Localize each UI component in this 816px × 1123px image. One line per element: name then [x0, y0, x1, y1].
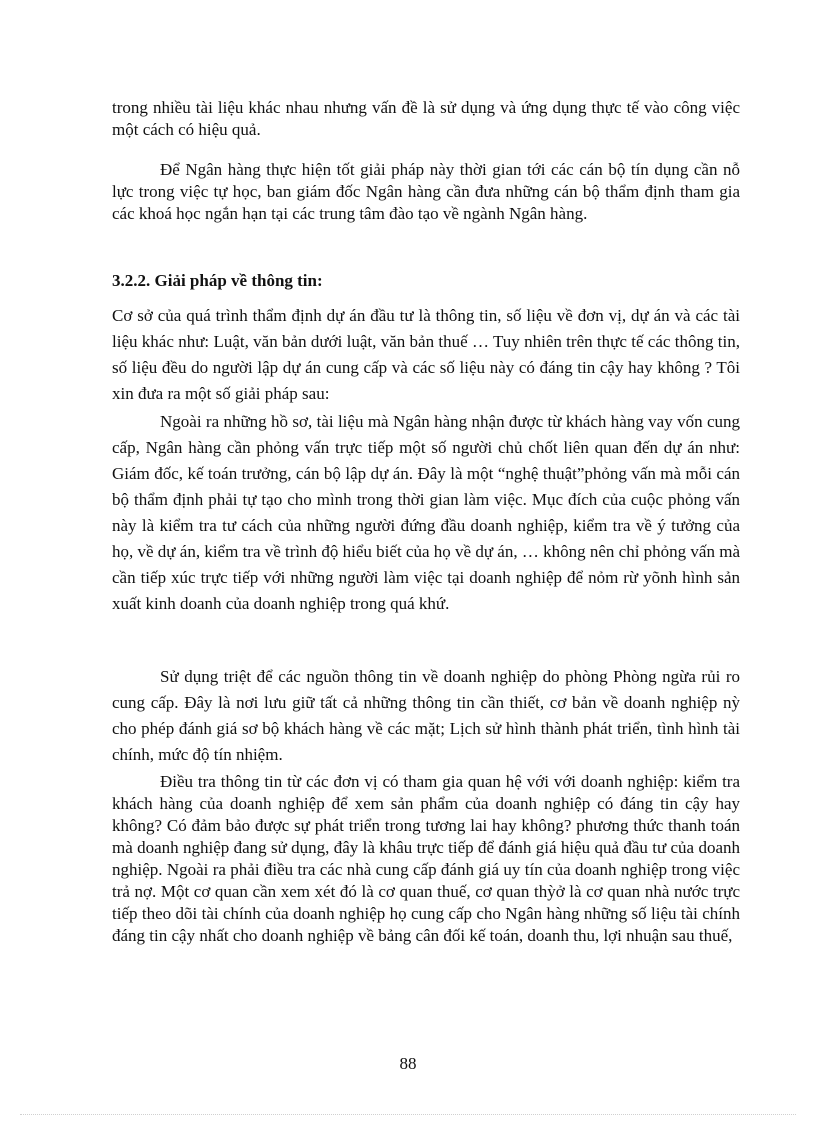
- section-heading: 3.2.2. Giải pháp về thông tin:: [112, 271, 323, 290]
- paragraph-partner-investigation: Điều tra thông tin từ các đơn vị có tham gia quan hệ với với doanh nghiệp: kiểm tra khách hàng của doanh nghiệp để xem sản phẩm của doanh nghiệp có đáng tin cậy hay không? Có đảm bảo được sự phát triển trong tương lai hay không? phương thức thanh toán mà doanh nghiệp đang sử dụng, đây là khâu trực tiếp để đánh giá hiệu quả đầu tư của doanh nghiệp. Ngoài ra phải điều tra các nhà cung cấp đánh giá uy tín của doanh nghiệp trong việc trả nợ. Một cơ quan cần xem xét đó là cơ quan thuế, cơ quan thỳở là cơ quan nhà nước trực tiếp theo dõi tài chính của doanh nghiệp họ cung cấp cho Ngân hàng những số liệu tài chính đáng tin cậy nhất cho doanh nghiệp về bảng cân đối kế toán, doanh thu, lợi nhuận sau thuế,: [112, 772, 740, 945]
- paragraph-information-basis: Cơ sở của quá trình thẩm định dự án đầu tư là thông tin, số liệu về đơn vị, dự án và các tài liệu khác như: Luật, văn bản dưới luật, văn bản thuế … Tuy nhiên trên thực tế các thông tin, số liệu đều do người lập dự án cung cấp và các số liệu này có đáng tin cậy hay không ? Tôi xin đưa ra một số giải pháp sau:: [112, 306, 740, 403]
- paragraph-risk-department: Sử dụng triệt để các nguồn thông tin về doanh nghiệp do phòng Phòng ngừa rủi ro cung cấp. Đây là nơi lưu giữ tất cả những thông tin cần thiết, cơ bản về doanh nghiệp nỳ cho phép đánh giá sơ bộ khách hàng về các mặt; Lịch sử hình thành phát triển, tình hình tài chính, mức độ tín nhiệm.: [112, 667, 740, 764]
- paragraph-training: Để Ngân hàng thực hiện tốt giải pháp này thời gian tới các cán bộ tín dụng cần nỗ lực trong việc tự học, ban giám đốc Ngân hàng cần đưa những cán bộ thẩm định tham gia các khoá học ngắn hạn tại các trung tâm đào tạo về ngành Ngân hàng.: [112, 160, 740, 223]
- page-number: 88: [399, 1054, 417, 1073]
- paragraph-interview: Ngoài ra những hồ sơ, tài liệu mà Ngân hàng nhận được từ khách hàng vay vốn cung cấp, Ngân hàng cần phỏng vấn trực tiếp một số người chủ chốt liên quan đến dự án như: Giám đốc, kế toán trưởng, cán bộ lập dự án. Đây là một “nghệ thuật”phỏng vấn mà mỗi cán bộ thẩm định phải tự tạo cho mình trong thời gian làm việc. Mục đích của cuộc phỏng vấn này là kiểm tra tư cách của những người đứng đầu doanh nghiệp, kiểm tra về ý tưởng của họ, về dự án, kiểm tra về trình độ hiểu biết của họ về dự án, … không nên chỉ phỏng vấn mà cần tiếp xúc trực tiếp với những người làm việc tại doanh nghiệp để nỏm rừ yõnh hình sản xuất kinh doanh của doanh nghiệp trong quá khứ.: [112, 412, 740, 613]
- page-bottom-border: [20, 1114, 796, 1115]
- paragraph-continuation: trong nhiều tài liệu khác nhau nhưng vấn đề là sử dụng và ứng dụng thực tế vào công việc một cách có hiệu quả.: [112, 98, 740, 139]
